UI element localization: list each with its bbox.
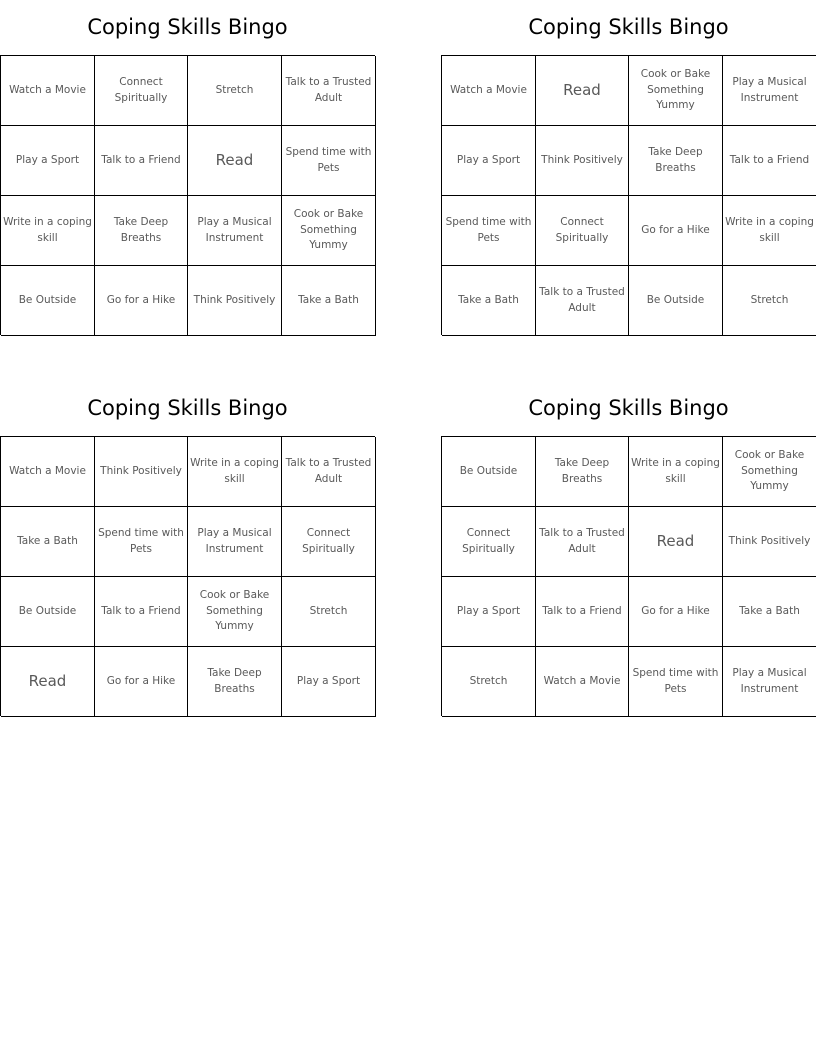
- bingo-cell: Cook or Bake Something Yummy: [723, 437, 816, 507]
- bingo-cell: Watch a Movie: [1, 437, 95, 507]
- bingo-cell: Spend time with Pets: [442, 196, 536, 266]
- bingo-cell: Connect Spiritually: [536, 196, 629, 266]
- bingo-cell: Talk to a Trusted Adult: [282, 56, 376, 126]
- bingo-card-4: [441, 381, 816, 716]
- bingo-cell: Watch a Movie: [536, 647, 629, 717]
- bingo-cell: Cook or Bake Something Yummy: [188, 577, 282, 647]
- bingo-cell: Talk to a Trusted Adult: [536, 507, 629, 577]
- bingo-cell: Cook or Bake Something Yummy: [629, 56, 723, 126]
- bingo-cell: Be Outside: [442, 437, 536, 507]
- bingo-cell: Take a Bath: [282, 266, 376, 336]
- bingo-grid: [0, 436, 375, 716]
- bingo-cell: Play a Musical Instrument: [188, 196, 282, 266]
- bingo-cell: Go for a Hike: [629, 577, 723, 647]
- bingo-cell: Take a Bath: [723, 577, 816, 647]
- bingo-cell: Take Deep Breaths: [188, 647, 282, 717]
- bingo-cell: Go for a Hike: [95, 647, 188, 717]
- bingo-cell: Go for a Hike: [629, 196, 723, 266]
- bingo-card-1: [0, 0, 375, 335]
- bingo-cell: Talk to a Trusted Adult: [536, 266, 629, 336]
- card-title: Coping Skills Bingo: [528, 15, 729, 39]
- bingo-cell: Stretch: [723, 266, 816, 336]
- bingo-cell: Stretch: [282, 577, 376, 647]
- bingo-cell: Take a Bath: [1, 507, 95, 577]
- bingo-cell: Read: [1, 647, 95, 717]
- bingo-cell: Go for a Hike: [95, 266, 188, 336]
- bingo-cell: Connect Spiritually: [95, 56, 188, 126]
- bingo-cell: Be Outside: [629, 266, 723, 336]
- bingo-cell: Spend time with Pets: [95, 507, 188, 577]
- bingo-grid: [0, 55, 375, 335]
- bingo-cell: Talk to a Friend: [536, 577, 629, 647]
- bingo-cell: Read: [188, 126, 282, 196]
- bingo-cell: Play a Musical Instrument: [723, 647, 816, 717]
- bingo-cell: Stretch: [442, 647, 536, 717]
- card-title: Coping Skills Bingo: [87, 15, 288, 39]
- bingo-cell: Watch a Movie: [1, 56, 95, 126]
- bingo-cell: Talk to a Trusted Adult: [282, 437, 376, 507]
- bingo-cell: Think Positively: [536, 126, 629, 196]
- bingo-cell: Think Positively: [188, 266, 282, 336]
- bingo-cell: Talk to a Friend: [95, 577, 188, 647]
- bingo-grid: [441, 55, 816, 335]
- bingo-cell: Spend time with Pets: [282, 126, 376, 196]
- bingo-cell: Be Outside: [1, 266, 95, 336]
- bingo-cell: Play a Sport: [442, 577, 536, 647]
- bingo-cell: Play a Musical Instrument: [188, 507, 282, 577]
- bingo-cell: Watch a Movie: [442, 56, 536, 126]
- bingo-cell: Read: [629, 507, 723, 577]
- bingo-cell: Play a Musical Instrument: [723, 56, 816, 126]
- bingo-cell: Cook or Bake Something Yummy: [282, 196, 376, 266]
- bingo-cell: Play a Sport: [1, 126, 95, 196]
- bingo-cell: Stretch: [188, 56, 282, 126]
- bingo-cell: Read: [536, 56, 629, 126]
- bingo-cell: Talk to a Friend: [95, 126, 188, 196]
- bingo-cell: Connect Spiritually: [442, 507, 536, 577]
- bingo-cell: Take Deep Breaths: [95, 196, 188, 266]
- card-title: Coping Skills Bingo: [87, 396, 288, 420]
- card-title: Coping Skills Bingo: [528, 396, 729, 420]
- bingo-cell: Take Deep Breaths: [629, 126, 723, 196]
- bingo-cell: Take Deep Breaths: [536, 437, 629, 507]
- bingo-grid: [441, 436, 816, 716]
- bingo-cell: Think Positively: [95, 437, 188, 507]
- bingo-cell: Write in a coping skill: [188, 437, 282, 507]
- bingo-cell: Be Outside: [1, 577, 95, 647]
- bingo-cell: Write in a coping skill: [1, 196, 95, 266]
- bingo-cell: Play a Sport: [282, 647, 376, 717]
- bingo-cell: Spend time with Pets: [629, 647, 723, 717]
- bingo-cell: Write in a coping skill: [723, 196, 816, 266]
- bingo-cell: Play a Sport: [442, 126, 536, 196]
- bingo-cell: Write in a coping skill: [629, 437, 723, 507]
- bingo-cell: Think Positively: [723, 507, 816, 577]
- bingo-cell: Take a Bath: [442, 266, 536, 336]
- bingo-card-3: [0, 381, 375, 716]
- bingo-cell: Talk to a Friend: [723, 126, 816, 196]
- bingo-cell: Connect Spiritually: [282, 507, 376, 577]
- bingo-card-2: [441, 0, 816, 335]
